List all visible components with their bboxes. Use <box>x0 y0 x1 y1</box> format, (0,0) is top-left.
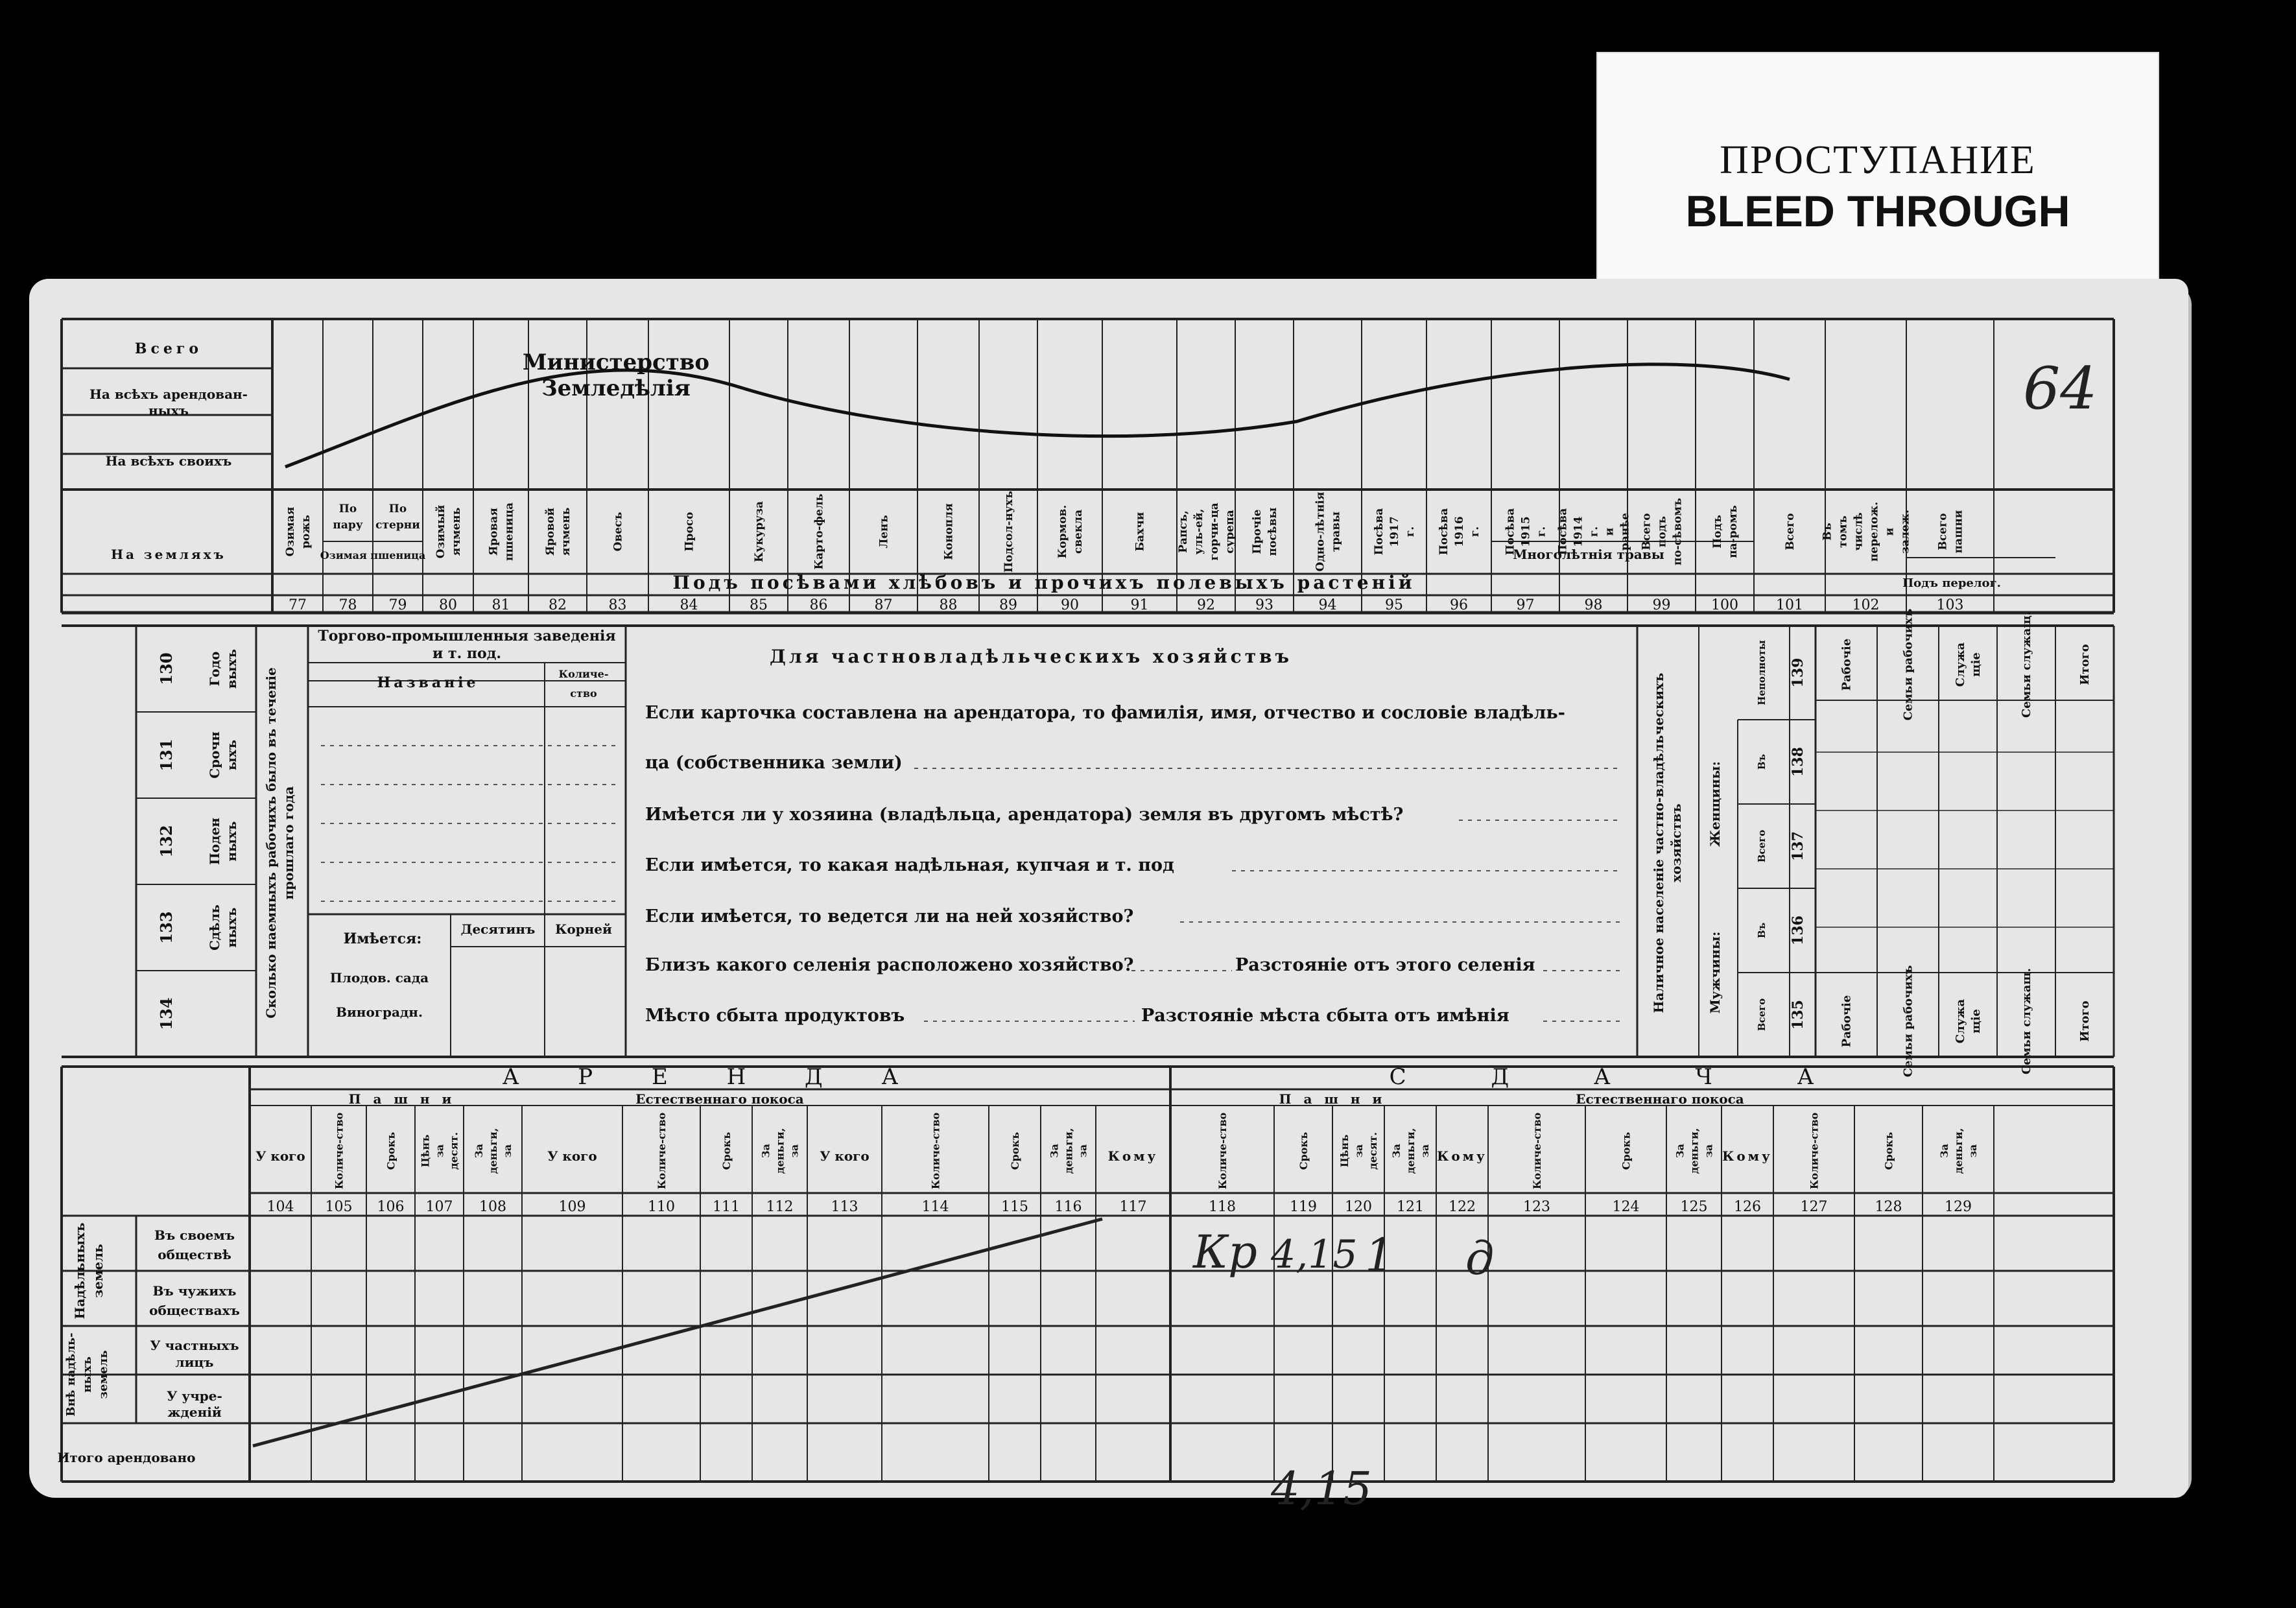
col-label-96-0: Посѣва <box>1438 508 1450 556</box>
bottom-num-121: 121 <box>1397 1199 1424 1215</box>
col-label-102-3: перелож. <box>1867 501 1881 562</box>
row-arendovannyh-cont: ныхъ <box>148 403 189 418</box>
col-label-91-0: Бахчи <box>1133 512 1147 552</box>
col-num-89: 89 <box>999 597 1017 613</box>
col-label-99-2: по-сѣвомъ <box>1671 497 1685 566</box>
group-perelog: Подъ перелог. <box>1902 576 2001 590</box>
pop-num-139: 139 <box>1790 657 1806 688</box>
col-label-82-0: Яровой <box>544 508 557 556</box>
vertical-title-1: Сколько наемныхъ рабочихъ было въ теченіе <box>263 667 279 1019</box>
women-label: Женщины: <box>1707 761 1723 847</box>
col-label-78-b: пару <box>333 519 363 532</box>
bottom-label-112-2: за <box>788 1144 801 1158</box>
bottom-label-113: У кого <box>820 1148 870 1164</box>
question-other-land: Имѣется ли у хозяина (владѣльца, арендатора) земля въ другомъ мѣстѣ? <box>645 805 1404 825</box>
row-chastnyh-2: лицъ <box>175 1354 214 1370</box>
bottom-label-123-0: Количе-ство <box>1531 1112 1543 1190</box>
col-num-95: 95 <box>1385 597 1403 613</box>
left-label-130-0: Годо <box>207 651 222 687</box>
bottom-label-106-0: Срокъ <box>385 1131 397 1170</box>
hand-qty: 4,15 <box>1271 1232 1358 1277</box>
bottom-num-110: 110 <box>648 1199 675 1215</box>
group-ozimaya: Озимая пшеница <box>320 549 426 562</box>
row-arendovannyh: На всѣхъ арендован- <box>89 386 248 402</box>
col-label-94-1: травы <box>1329 511 1343 552</box>
bottom-label-127-0: Количе-ство <box>1808 1112 1821 1190</box>
left-num-134: 134 <box>157 997 176 1030</box>
col-label-79: По <box>388 503 407 515</box>
bottom-label-118-0: Количе-ство <box>1216 1112 1229 1190</box>
bottom-num-126: 126 <box>1734 1199 1761 1215</box>
form-labels <box>58 340 2098 1515</box>
right-col-top-2-0: Служа <box>1954 642 1967 687</box>
stamp-line1: Министерство <box>522 349 710 375</box>
bottom-label-125-1: деньги, <box>1688 1128 1701 1174</box>
question-farming: Если имѣется, то ведется ли на ней хозяйство? <box>645 906 1134 927</box>
col-num-102: 102 <box>1852 597 1880 613</box>
col-label-79-b: стерни <box>375 519 420 532</box>
bottom-label-120-2: десят. <box>1367 1132 1379 1170</box>
bottom-label-117: Кому <box>1107 1148 1159 1164</box>
col-num-78: 78 <box>338 597 357 613</box>
bottom-label-121-0: За <box>1390 1144 1402 1158</box>
col-label-87-0: Ленъ <box>877 515 891 549</box>
row-chuzhih-2: обществахъ <box>149 1303 240 1318</box>
bottom-num-124: 124 <box>1612 1199 1640 1215</box>
group-nadelnyh: Надѣльныхъ <box>72 1222 88 1319</box>
group-vne-3: земель <box>97 1350 110 1399</box>
page-number: 64 <box>2023 355 2098 423</box>
col-num-100: 100 <box>1711 597 1738 613</box>
left-label-131-0: Срочн <box>207 731 222 779</box>
private-farm-heading: Для частновладѣльческихъ хозяйствъ <box>769 646 1293 667</box>
question-market: Мѣсто сбыта продуктовъ <box>645 1006 905 1026</box>
hand-total: 4,15 <box>1271 1462 1372 1515</box>
row-na-zemlyah: На земляхъ <box>111 547 226 562</box>
question-village-distance: Разстояніе отъ этого селенія <box>1235 955 1535 975</box>
bottom-num-106: 106 <box>377 1199 405 1215</box>
question-land-type: Если имѣется, то какая надѣльная, купчая и т. под <box>645 855 1174 875</box>
col-num-90: 90 <box>1061 597 1079 613</box>
col-label-77-0: Озимая <box>284 506 297 557</box>
right-col-top-0-0: Рабочіе <box>1840 638 1854 691</box>
col-num-98: 98 <box>1584 597 1603 613</box>
col-label-85-0: Кукуруза <box>753 501 766 563</box>
pop-label-138: Въ <box>1756 753 1768 770</box>
col-label-99-1: подъ <box>1655 515 1669 548</box>
desyatin-header: Десятинъ <box>460 921 536 937</box>
trade-qty-header: Количе- <box>558 668 609 680</box>
pop-num-137: 137 <box>1790 831 1806 861</box>
col-num-93: 93 <box>1255 597 1273 613</box>
col-label-102-2: числѣ <box>1852 512 1865 551</box>
col-label-82-1: ячмень <box>560 507 573 556</box>
right-col-bottom-2-0: Служа <box>1954 999 1967 1044</box>
col-num-85: 85 <box>750 597 768 613</box>
left-num-130: 130 <box>157 652 176 685</box>
col-label-95-0: Посѣва <box>1373 508 1386 556</box>
bottom-label-105-0: Количе-ство <box>333 1112 346 1190</box>
col-label-97-0: Посѣва <box>1504 508 1517 556</box>
bottom-num-114: 114 <box>921 1199 949 1215</box>
bottom-num-116: 116 <box>1054 1199 1082 1215</box>
col-num-82: 82 <box>549 597 567 613</box>
bottom-num-105: 105 <box>325 1199 353 1215</box>
col-label-97-2: г. <box>1535 526 1548 538</box>
col-num-84: 84 <box>680 597 698 613</box>
col-num-96: 96 <box>1450 597 1468 613</box>
bottom-num-118: 118 <box>1209 1199 1236 1215</box>
trade-title: Торгово-промышленныя заведенія <box>318 628 616 644</box>
col-label-102-1: томъ <box>1836 515 1850 548</box>
sdacha-pokos: Естественнаго покоса <box>1576 1091 1744 1107</box>
question-owner-cont: ца (собственника земли) <box>645 753 903 773</box>
col-label-97-1: 1915 <box>1519 516 1533 547</box>
bottom-label-107-2: десят. <box>447 1132 460 1170</box>
question-market-distance: Разстояніе мѣста сбыта отъ имѣнія <box>1141 1006 1509 1026</box>
col-label-92-2: горчи-ца <box>1208 503 1221 561</box>
left-label-131-1: ыхъ <box>224 739 239 771</box>
bottom-num-108: 108 <box>479 1199 506 1215</box>
col-num-87: 87 <box>874 597 893 613</box>
bottom-num-104: 104 <box>266 1199 294 1215</box>
bottom-label-125-0: За <box>1674 1144 1686 1158</box>
trade-name-header: Названіе <box>377 674 479 691</box>
col-label-99-0: Всего <box>1640 513 1653 550</box>
group-mnogoletnie: Многолѣтнія травы <box>1513 547 1664 562</box>
bottom-label-104: У кого <box>255 1148 305 1164</box>
label-ru: ПРОСТУПАНИЕ <box>1720 138 2036 182</box>
left-num-131: 131 <box>157 739 176 772</box>
group-vne: Внѣ надѣль- <box>64 1332 78 1417</box>
form-grid <box>62 319 2114 1482</box>
bottom-num-113: 113 <box>831 1199 858 1215</box>
bottom-label-110-0: Количе-ство <box>656 1112 668 1190</box>
bottom-label-108-2: за <box>501 1144 514 1158</box>
bottom-label-108-0: За <box>473 1144 485 1158</box>
col-num-99: 99 <box>1652 597 1671 613</box>
col-num-77: 77 <box>289 597 307 613</box>
population-title-1: Наличное населеніе частно-владѣльческихъ <box>1651 672 1666 1013</box>
kornei-header: Корней <box>555 921 612 937</box>
col-label-95-2: г. <box>1404 526 1417 538</box>
bottom-num-123: 123 <box>1523 1199 1550 1215</box>
arenda-pokos: Естественнаго покоса <box>635 1091 804 1107</box>
bottom-num-111: 111 <box>713 1199 740 1215</box>
pop-num-138: 138 <box>1790 747 1806 777</box>
col-label-93-1: посѣвы <box>1266 507 1279 556</box>
right-col-top-2-1: щіе <box>1969 652 1983 677</box>
col-num-92: 92 <box>1197 597 1215 613</box>
col-num-101: 101 <box>1776 597 1803 613</box>
label-en: BLEED THROUGH <box>1685 187 2070 236</box>
col-num-83: 83 <box>608 597 627 613</box>
col-label-93-0: Прочіе <box>1251 509 1264 554</box>
row-svoem: Въ своемъ <box>154 1227 235 1243</box>
col-label-81-0: Яровая <box>487 508 501 556</box>
col-label-92-0: Рапсъ, <box>1177 510 1190 553</box>
bottom-label-107-0: Цѣнъ <box>419 1134 432 1168</box>
col-num-80: 80 <box>439 597 457 613</box>
col-label-90-0: Кормов. <box>1056 504 1069 559</box>
bottom-num-119: 119 <box>1290 1199 1317 1215</box>
col-label-92-1: уль-ей, <box>1192 508 1205 555</box>
col-label-98-2: г. <box>1587 526 1601 538</box>
bottom-num-117: 117 <box>1119 1199 1147 1215</box>
pop-num-135: 135 <box>1790 1000 1806 1030</box>
col-num-79: 79 <box>388 597 407 613</box>
pop-label-136: Въ <box>1756 922 1768 939</box>
banner-posevy: Подъ посѣвами хлѣбовъ и прочихъ полевыхъ растеній <box>672 572 1415 593</box>
has-label: Имѣется: <box>343 930 422 947</box>
hand-pay: д <box>1465 1232 1495 1285</box>
col-label-90-1: свекла <box>1072 509 1085 554</box>
has-sad: Плодов. сада <box>329 970 429 986</box>
col-num-86: 86 <box>809 597 828 613</box>
bottom-label-114-0: Количе-ство <box>929 1112 942 1190</box>
col-label-77-1: рожь <box>300 515 313 549</box>
col-label-84-0: Просо <box>683 512 696 552</box>
bottom-num-120: 120 <box>1345 1199 1372 1215</box>
bottom-num-122: 122 <box>1449 1199 1476 1215</box>
right-col-top-3-0: Семьи служащ. <box>2020 611 2033 718</box>
col-label-100-0: Подъ <box>1711 515 1724 549</box>
col-label-80-0: Озимый <box>434 504 447 559</box>
bottom-label-116-0: За <box>1048 1144 1061 1158</box>
group-nadelnyh-2: земель <box>90 1244 106 1298</box>
pop-label-139: Неполноты <box>1756 640 1768 705</box>
col-label-95-1: 1917 <box>1388 516 1401 547</box>
bottom-label-115-0: Срокъ <box>1009 1131 1021 1170</box>
bottom-label-116-2: за <box>1076 1144 1089 1158</box>
bottom-label-126: Кому <box>1722 1148 1773 1164</box>
col-label-92-3: сурепа <box>1224 510 1237 554</box>
pop-label-135: Всего <box>1756 998 1768 1032</box>
row-uchrezhd: У учре- <box>167 1388 222 1404</box>
bottom-label-112-1: деньги, <box>774 1128 787 1174</box>
left-label-132-0: Поден <box>207 818 222 865</box>
bottom-num-112: 112 <box>766 1199 794 1215</box>
col-label-80-1: ячмень <box>450 507 463 556</box>
col-label-89-0: Подсол-нухъ <box>1002 491 1015 573</box>
col-label-81-1: пшеница <box>503 502 516 562</box>
arenda-pashni: П а ш н и <box>348 1091 456 1107</box>
right-col-bottom-0-0: Рабочіе <box>1840 995 1854 1048</box>
population-title-2: хозяйствъ <box>1668 803 1684 882</box>
col-num-88: 88 <box>939 597 958 613</box>
col-label-98-4: ранѣе <box>1618 512 1632 551</box>
sdacha-heading: С Д А Ч А <box>1389 1064 1853 1090</box>
sdacha-pashni: П а ш н и <box>1279 1091 1386 1107</box>
col-num-103: 103 <box>1936 597 1964 613</box>
hand-komu: Кр <box>1193 1225 1257 1279</box>
row-svoih: На всѣхъ своихъ <box>105 453 232 469</box>
bottom-label-128-0: Срокъ <box>1882 1131 1895 1170</box>
col-num-94: 94 <box>1318 597 1337 613</box>
hand-term: 1 <box>1365 1229 1394 1282</box>
col-label-98-0: Посѣва <box>1556 508 1570 556</box>
left-label-133-0: Сдѣль <box>207 905 222 951</box>
col-label-88-0: Конопля <box>942 503 956 560</box>
right-col-bottom-3-0: Семьи служащ. <box>2020 967 2033 1075</box>
row-itogo: Итого арендовано <box>57 1450 196 1465</box>
bottom-num-127: 127 <box>1800 1199 1828 1215</box>
right-col-top-1-0: Семьи рабочихъ <box>1901 608 1915 721</box>
col-label-98-3: и <box>1603 527 1616 536</box>
right-col-bottom-1-0: Семьи рабочихъ <box>1901 965 1915 1078</box>
bleed-diagonal <box>253 1219 1102 1446</box>
bottom-label-121-2: за <box>1419 1144 1431 1158</box>
col-label-102-5: залеж. <box>1899 510 1912 554</box>
bottom-num-107: 107 <box>425 1199 453 1215</box>
left-num-133: 133 <box>157 911 176 944</box>
bottom-label-124-0: Срокъ <box>1620 1131 1633 1170</box>
col-label-96-2: г. <box>1469 526 1482 538</box>
bottom-label-112-0: За <box>759 1144 772 1158</box>
bottom-label-120-0: Цѣнъ <box>1338 1134 1351 1168</box>
col-label-103-1: пашни <box>1952 510 1965 554</box>
bottom-label-129-1: деньги, <box>1952 1128 1965 1174</box>
right-col-bottom-4-0: Итого <box>2078 1000 2092 1042</box>
right-col-bottom-2-1: щіе <box>1969 1009 1983 1034</box>
bottom-num-129: 129 <box>1945 1199 1972 1215</box>
vertical-title-2: прошлаго года <box>281 786 296 900</box>
bottom-label-108-1: деньги, <box>487 1128 499 1174</box>
pop-label-137: Всего <box>1756 829 1768 863</box>
row-chastnyh: У частныхъ <box>150 1338 239 1353</box>
col-label-96-1: 1916 <box>1453 516 1466 547</box>
bottom-label-125-2: за <box>1702 1144 1715 1158</box>
left-label-132-1: ныхъ <box>224 821 239 862</box>
row-chuzhih: Въ чужихъ <box>152 1283 237 1299</box>
bottom-num-109: 109 <box>558 1199 586 1215</box>
col-label-94-0: Одно-лѣтнія <box>1314 491 1327 572</box>
col-label-100-1: па-ромъ <box>1727 505 1740 558</box>
col-label-98-1: 1914 <box>1572 516 1585 547</box>
col-label-101-0: Всего <box>1784 513 1797 550</box>
col-label-102-4: и <box>1883 527 1897 536</box>
col-label-102-0: Въ <box>1821 523 1834 541</box>
col-num-91: 91 <box>1130 597 1149 613</box>
bottom-label-122: Кому <box>1437 1148 1487 1164</box>
has-vinograd: Виноградн. <box>336 1004 423 1020</box>
row-vsego: Всего <box>134 340 203 357</box>
arenda-heading: А Р Е Н Д А <box>502 1064 925 1090</box>
question-owner: Если карточка составлена на арендатора, то фамилія, имя, отчество и сословіе владѣль- <box>645 703 1565 723</box>
trade-qty-header-2: ство <box>570 687 597 700</box>
bottom-label-120-1: за <box>1353 1144 1365 1158</box>
bottom-label-121-1: деньги, <box>1404 1128 1417 1174</box>
bottom-num-115: 115 <box>1001 1199 1028 1215</box>
men-label: Мужчины: <box>1707 931 1723 1014</box>
col-num-97: 97 <box>1516 597 1535 613</box>
col-label-103-0: Всего <box>1936 513 1950 550</box>
right-col-top-4-0: Итого <box>2078 644 2092 685</box>
stamp-line2: Земледѣлія <box>541 375 691 401</box>
left-label-130-1: выхъ <box>224 648 239 689</box>
bottom-label-129-2: за <box>1967 1144 1979 1158</box>
col-num-81: 81 <box>491 597 510 613</box>
bottom-label-129-0: За <box>1938 1144 1950 1158</box>
col-label-78: По <box>338 503 357 515</box>
pop-num-136: 136 <box>1790 916 1806 945</box>
left-num-132: 132 <box>157 825 176 858</box>
row-uchrezhd-2: жденій <box>167 1404 222 1420</box>
bottom-num-128: 128 <box>1875 1199 1902 1215</box>
question-village: Близъ какого селенія расположено хозяйство? <box>645 955 1134 975</box>
row-svoem-2: обществѣ <box>158 1247 231 1262</box>
bottom-label-119-0: Срокъ <box>1297 1131 1310 1170</box>
left-label-133-1: ныхъ <box>224 907 239 948</box>
group-vne-2: ныхъ <box>80 1356 94 1393</box>
bottom-num-125: 125 <box>1680 1199 1708 1215</box>
col-label-83-0: Овесъ <box>611 512 625 552</box>
trade-title-2: и т. под. <box>432 645 502 662</box>
col-label-86-0: Карто-фель <box>812 493 826 570</box>
bottom-label-107-1: за <box>433 1144 446 1158</box>
bottom-label-116-1: деньги, <box>1062 1128 1075 1174</box>
bottom-label-111-0: Срокъ <box>720 1131 733 1170</box>
bottom-label-109: У кого <box>547 1148 597 1164</box>
